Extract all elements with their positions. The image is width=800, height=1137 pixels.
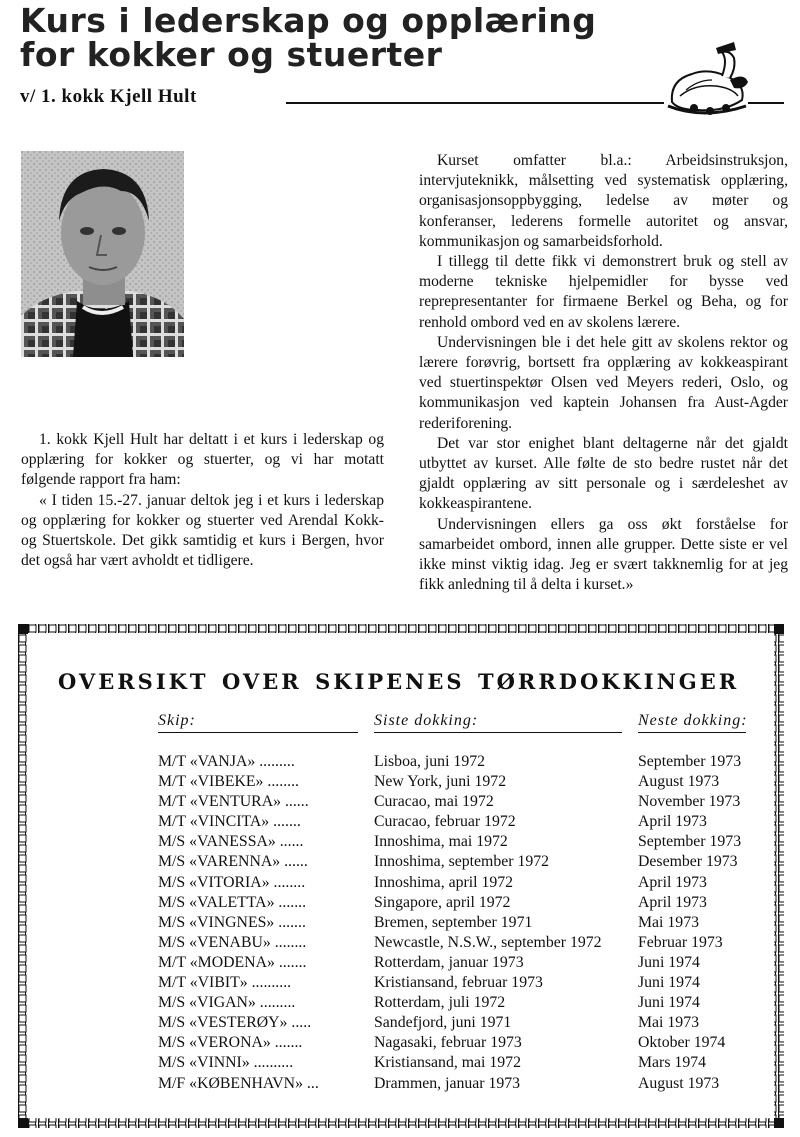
- last-docking-cell: Bremen, september 1971: [374, 913, 533, 931]
- ship-cell: M/S «VIGAN» .........: [158, 994, 296, 1012]
- next-docking-cell: Desember 1973: [638, 853, 738, 871]
- ship-cell: M/T «VIBEKE» ........: [158, 773, 299, 791]
- next-docking-cell: August 1973: [638, 773, 720, 791]
- last-docking-cell: Kristiansand, mai 1972: [374, 1054, 521, 1072]
- ship-cell: M/T «VENTURA» ......: [158, 793, 309, 811]
- table-row: [158, 873, 758, 893]
- table-row: [158, 1013, 758, 1033]
- report-column: [419, 151, 788, 595]
- ship-cell: M/F «KØBENHAVN» ...: [158, 1074, 319, 1092]
- table-row: [158, 933, 758, 953]
- roast-turkey-icon: [664, 40, 752, 118]
- drydock-table: [158, 752, 758, 1094]
- table-row: [158, 852, 758, 872]
- ship-cell: M/T «MODENA» .......: [158, 953, 307, 971]
- next-docking-cell: April 1973: [638, 813, 707, 831]
- last-docking-cell: Newcastle, N.S.W., september 1972: [374, 933, 602, 951]
- table-row: [158, 973, 758, 993]
- intro-paragraph-1: 1. kokk Kjell Hult har deltatt i et kurs i lederskap og opplæring for kokker og stuerter, og vi har motatt følgende rapport fra ham:: [21, 431, 384, 489]
- last-docking-cell: New York, juni 1972: [374, 773, 507, 791]
- next-docking-cell: April 1973: [638, 893, 707, 911]
- next-docking-cell: Mai 1973: [638, 913, 699, 931]
- ship-cell: M/T «VIBIT» ..........: [158, 974, 292, 992]
- ship-cell: M/S «VENABU» ........: [158, 933, 307, 951]
- last-docking-cell: Nagasaki, februar 1973: [374, 1034, 522, 1052]
- table-row: [158, 792, 758, 812]
- ship-cell: M/T «VANJA» .........: [158, 753, 295, 770]
- next-docking-cell: Februar 1973: [638, 933, 723, 951]
- ship-cell: M/S «VITORIA» ........: [158, 873, 306, 891]
- next-docking-cell: Juni 1974: [638, 994, 700, 1012]
- next-docking-cell: August 1973: [638, 1074, 720, 1092]
- byline-rule-end: [748, 102, 784, 104]
- title-line-1: Kurs i lederskap og opplæring: [20, 1, 597, 40]
- ship-cell: M/S «VESTERØY» .....: [158, 1014, 312, 1032]
- header-ship-rule: [158, 732, 358, 733]
- ship-cell: M/S «VALETTA» .......: [158, 893, 307, 911]
- table-row: [158, 752, 758, 772]
- title-line-2: for kokker og stuerter: [20, 35, 443, 74]
- last-docking-cell: Innoshima, april 1972: [374, 873, 514, 891]
- last-docking-cell: Rotterdam, juli 1972: [374, 994, 506, 1012]
- next-docking-cell: September 1973: [638, 833, 742, 851]
- next-docking-cell: November 1973: [638, 793, 741, 811]
- article-title: [20, 1, 597, 74]
- header-last-rule: [374, 732, 622, 733]
- last-docking-cell: Innoshima, september 1972: [374, 853, 550, 871]
- table-row: [158, 993, 758, 1013]
- table-row: [158, 1074, 758, 1094]
- last-docking-cell: Sandefjord, juni 1971: [374, 1014, 512, 1032]
- next-docking-cell: Mai 1973: [638, 1014, 699, 1032]
- last-docking-cell: Lisboa, juni 1972: [374, 753, 486, 770]
- overview-title: oversikt over skipenes tørrdokkinger: [58, 662, 740, 697]
- header-last-docking: Siste dokking:: [374, 712, 479, 729]
- next-docking-cell: September 1973: [638, 753, 742, 770]
- report-paragraph-1: Kurset omfatter bl.a.: Arbeidsinstruksjon, intervjuteknikk, målsetting ved systematisk opplæring, organisasjonsoppbygging, ledelse av møter og konferanser, lederens formelle autoritet og ansvar, kommunikasjon og samarbeidsforhold.: [419, 152, 788, 250]
- intro-paragraph-2: « I tiden 15.-27. januar deltok jeg i et kurs i lederskap og opplæring for kokker og stuerter ved Arendal Kokk- og Stuertskole. Det gikk samtidig et kurs i Bergen, hvor det også har vært avholdt et tidligere.: [21, 491, 384, 570]
- last-docking-cell: Curacao, mai 1972: [374, 793, 494, 811]
- header-next-docking: Neste dokking:: [638, 712, 748, 729]
- table-row: [158, 893, 758, 913]
- ship-cell: M/S «VARENNA» ......: [158, 853, 308, 871]
- table-row: [158, 812, 758, 832]
- ship-cell: M/S «VANESSA» ......: [158, 833, 304, 851]
- ship-cell: M/S «VERONA» .......: [158, 1034, 303, 1052]
- table-row: [158, 1033, 758, 1053]
- table-row: [158, 772, 758, 792]
- last-docking-cell: Singapore, april 1972: [374, 893, 511, 911]
- report-paragraph-4: Det var stor enighet blant deltagerne når det gjaldt utbyttet av kurset. Alle følte de sto bedre rustet når det gjaldt opplæring av sitt personale og i særdeleshet av kokkeaspirantene.: [419, 434, 788, 513]
- last-docking-cell: Innoshima, mai 1972: [374, 833, 508, 851]
- table-row: [158, 832, 758, 852]
- last-docking-cell: Drammen, januar 1973: [374, 1074, 521, 1092]
- table-row: [158, 913, 758, 933]
- report-paragraph-3: Undervisningen ble i det hele gitt av skolens rektor og lærere forøvrig, bortsett fra opplæring av kokkeaspirant ved stuertinspektør Olsen ved Meyers rederi, Oslo, og kommunikasjon ved kaptein Johansen fra Aust-Agder rederiforening.: [419, 333, 788, 432]
- next-docking-cell: Oktober 1974: [638, 1034, 726, 1052]
- report-paragraph-5: Undervisningen ellers ga oss økt forståelse for samarbeidet ombord, innen alle grupper. Dette siste er vel ikke minst viktig idag. Jeg er svært takknemlig for at jeg fikk anledning til å delta i kurset.»: [419, 515, 788, 594]
- report-paragraph-2: I tillegg til dette fikk vi demonstrert bruk og stell av moderne tekniske hjelpemidler for bysse ved reprepresentanter for firmaene Berkel og Beha, og for renhold ombord ved en av skolens lærere.: [419, 253, 788, 331]
- header-next-rule: [638, 732, 746, 733]
- intro-column: [21, 430, 384, 571]
- last-docking-cell: Curacao, februar 1972: [374, 813, 516, 831]
- byline: v/ 1. kokk Kjell Hult: [20, 86, 197, 107]
- ship-cell: M/S «VINGNES» .......: [158, 913, 306, 931]
- next-docking-cell: Juni 1974: [638, 953, 700, 971]
- last-docking-cell: Kristiansand, februar 1973: [374, 974, 543, 992]
- next-docking-cell: Mars 1974: [638, 1054, 707, 1072]
- table-row: [158, 953, 758, 973]
- next-docking-cell: April 1973: [638, 873, 707, 891]
- last-docking-cell: Rotterdam, januar 1973: [374, 953, 524, 971]
- byline-rule: [286, 102, 664, 104]
- table-row: [158, 1053, 758, 1073]
- ship-cell: M/S «VINNI» ..........: [158, 1054, 294, 1072]
- header-ship: Skip:: [158, 712, 196, 729]
- ship-cell: M/T «VINCITA» .......: [158, 813, 301, 831]
- portrait-photo: [21, 151, 184, 357]
- next-docking-cell: Juni 1974: [638, 974, 700, 992]
